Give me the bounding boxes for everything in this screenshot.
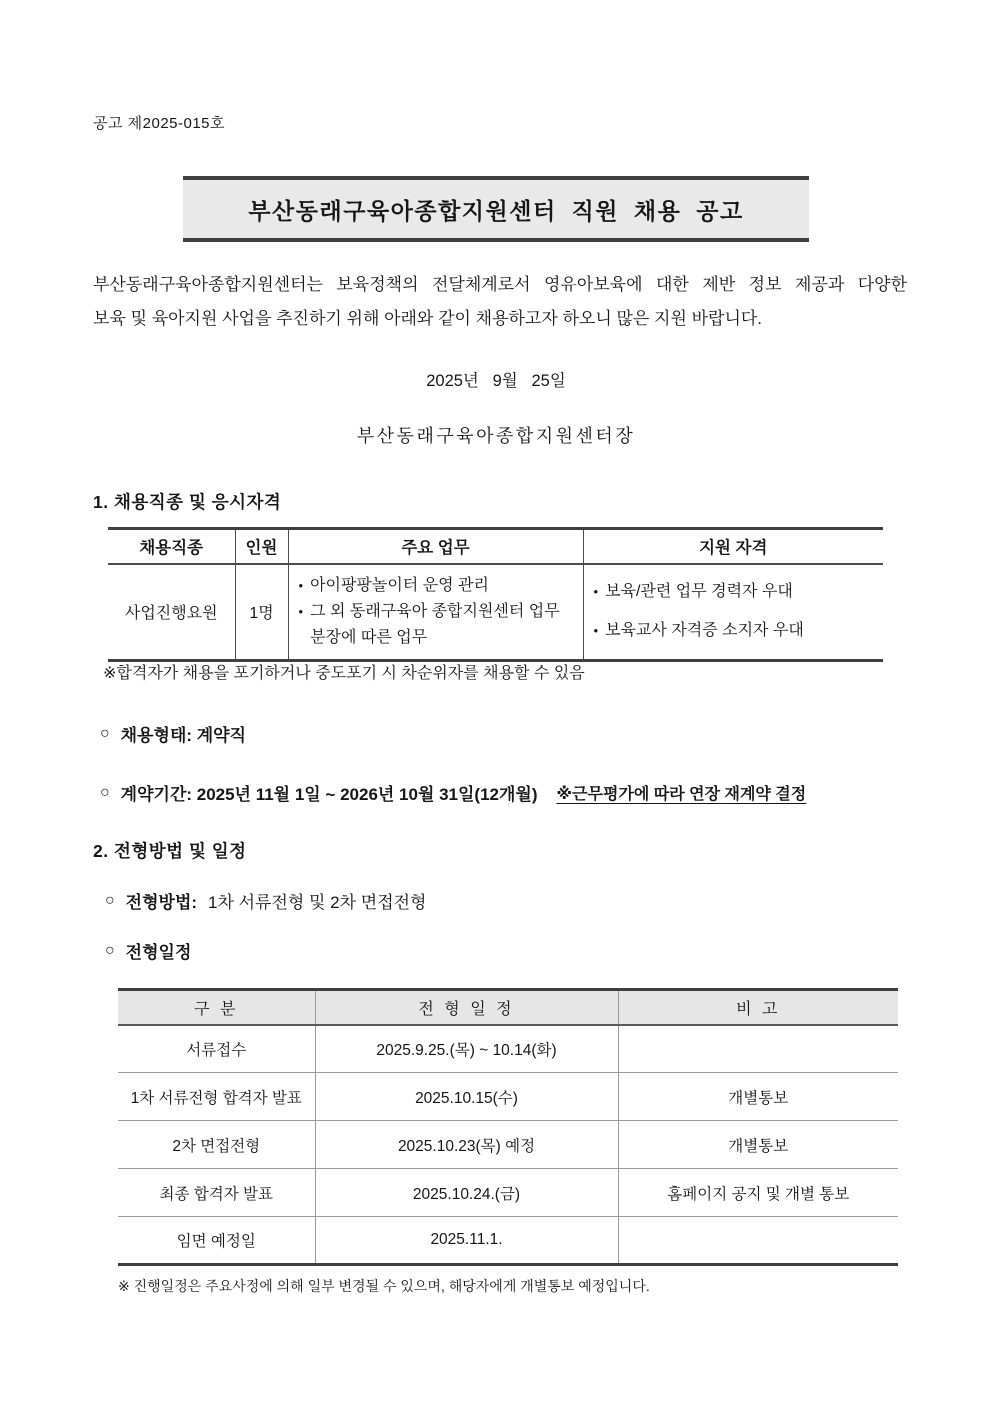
header-category: 구 분 <box>118 990 315 1025</box>
cell-category: 1차 서류전형 합격자 발표 <box>118 1073 315 1121</box>
duty-text: 아이팡팡놀이터 운영 관리 <box>310 576 489 594</box>
document-title: 부산동래구육아종합지원센터 직원 채용 공고 <box>248 197 744 224</box>
cell-remark <box>618 1025 898 1073</box>
header-headcount: 인원 <box>235 529 288 564</box>
intro-line-1: 부산동래구육아종합지원센터는 보육정책의 전달체계로서 영유아보육에 대한 제반 정보 제공과 다양한 <box>93 275 907 294</box>
header-main-duties: 주요 업무 <box>288 529 583 564</box>
section-2-heading: 2. 전형방법 및 일정 <box>93 841 247 861</box>
duty-item <box>299 599 573 651</box>
runner-up-note: ※합격자가 채용을 포기하거나 중도포기 시 차순위자를 채용할 수 있음 <box>103 665 585 682</box>
cell-headcount: 1명 <box>235 564 288 661</box>
recruitment-table <box>108 527 883 662</box>
cell-date: 2025.9.25.(목) ~ 10.14(화) <box>315 1025 618 1073</box>
qualification-text: 보육교사 자격증 소지자 우대 <box>605 622 804 639</box>
table-row <box>108 564 883 661</box>
duty-item <box>299 573 573 599</box>
notice-number: 공고 제2025-015호 <box>93 115 226 132</box>
cell-date: 2025.10.23(목) 예정 <box>315 1121 618 1169</box>
header-qualifications: 지원 자격 <box>583 529 883 564</box>
cell-category: 임면 예정일 <box>118 1217 315 1265</box>
intro-paragraph <box>93 268 907 336</box>
circle-bullet-icon: ○ <box>105 941 115 959</box>
selection-method-label: 전형방법: <box>125 893 198 912</box>
schedule-footnote: ※ 진행일정은 주요사정에 의해 일부 변경될 수 있으며, 해당자에게 개별통보 예정입니다. <box>118 1278 650 1294</box>
section-1-heading: 1. 채용직종 및 응시자격 <box>93 492 282 512</box>
cell-category: 2차 면접전형 <box>118 1121 315 1169</box>
document-title-box <box>183 176 809 242</box>
table-row <box>118 1073 898 1121</box>
signature-line: 부산동래구육아종합지원센터장 <box>356 426 636 446</box>
circle-bullet-icon: ○ <box>100 724 110 742</box>
cell-job-type: 사업진행요원 <box>124 605 218 622</box>
bullet-icon: • <box>298 603 304 619</box>
recruitment-table-header-row <box>108 529 883 564</box>
table-row <box>118 1169 898 1217</box>
header-schedule: 전 형 일 정 <box>315 990 618 1025</box>
bullet-icon: • <box>593 584 599 599</box>
duty-text: 그 외 동래구육아 종합지원센터 업무 분장에 따른 업무 <box>310 602 560 646</box>
qualification-item <box>594 618 874 644</box>
circle-bullet-icon: ○ <box>100 783 110 801</box>
header-job-type: 채용직종 <box>108 529 235 564</box>
table-row <box>118 1121 898 1169</box>
qualification-text: 보육/관련 업무 경력자 우대 <box>605 583 793 600</box>
cell-date: 2025.10.15(수) <box>315 1073 618 1121</box>
cell-date: 2025.11.1. <box>315 1217 618 1265</box>
selection-method-value: 1차 서류전형 및 2차 면접전형 <box>208 893 427 912</box>
bullet-icon: • <box>593 623 599 638</box>
schedule-label: 전형일정 <box>125 943 192 962</box>
cell-remark: 개별통보 <box>618 1121 898 1169</box>
schedule-label-line <box>105 938 191 963</box>
cell-remark: 개별통보 <box>618 1073 898 1121</box>
cell-remark <box>618 1217 898 1265</box>
table-row <box>118 1025 898 1073</box>
cell-main-duties <box>288 564 583 661</box>
contract-period-text: 계약기간: 2025년 11월 1일 ~ 2026년 10월 31일(12개월) <box>120 785 538 804</box>
qualification-item <box>594 579 874 605</box>
table-row <box>118 1217 898 1265</box>
cell-category: 최종 합격자 발표 <box>118 1169 315 1217</box>
schedule-table-header-row <box>118 990 898 1025</box>
cell-date: 2025.10.24.(금) <box>315 1169 618 1217</box>
contract-renewal-note: ※근무평가에 따라 연장 재계약 결정 <box>556 786 807 803</box>
intro-line-2: 보육 및 육아지원 사업을 추진하기 위해 아래와 같이 채용하고자 하오니 많은 지원 바랍니다. <box>93 309 763 328</box>
contract-period-line <box>100 780 806 805</box>
selection-method-line <box>105 888 426 913</box>
bullet-icon: • <box>298 577 304 593</box>
employment-type-text: 채용형태: 계약직 <box>120 726 247 745</box>
cell-qualifications <box>583 564 883 661</box>
cell-category: 서류접수 <box>186 1041 247 1059</box>
schedule-table <box>118 988 898 1266</box>
cell-remark: 홈페이지 공지 및 개별 통보 <box>618 1169 898 1217</box>
announcement-date: 2025년 9월 25일 <box>426 372 566 390</box>
circle-bullet-icon: ○ <box>105 891 115 909</box>
header-remark: 비 고 <box>618 990 898 1025</box>
employment-type-line <box>100 721 246 746</box>
